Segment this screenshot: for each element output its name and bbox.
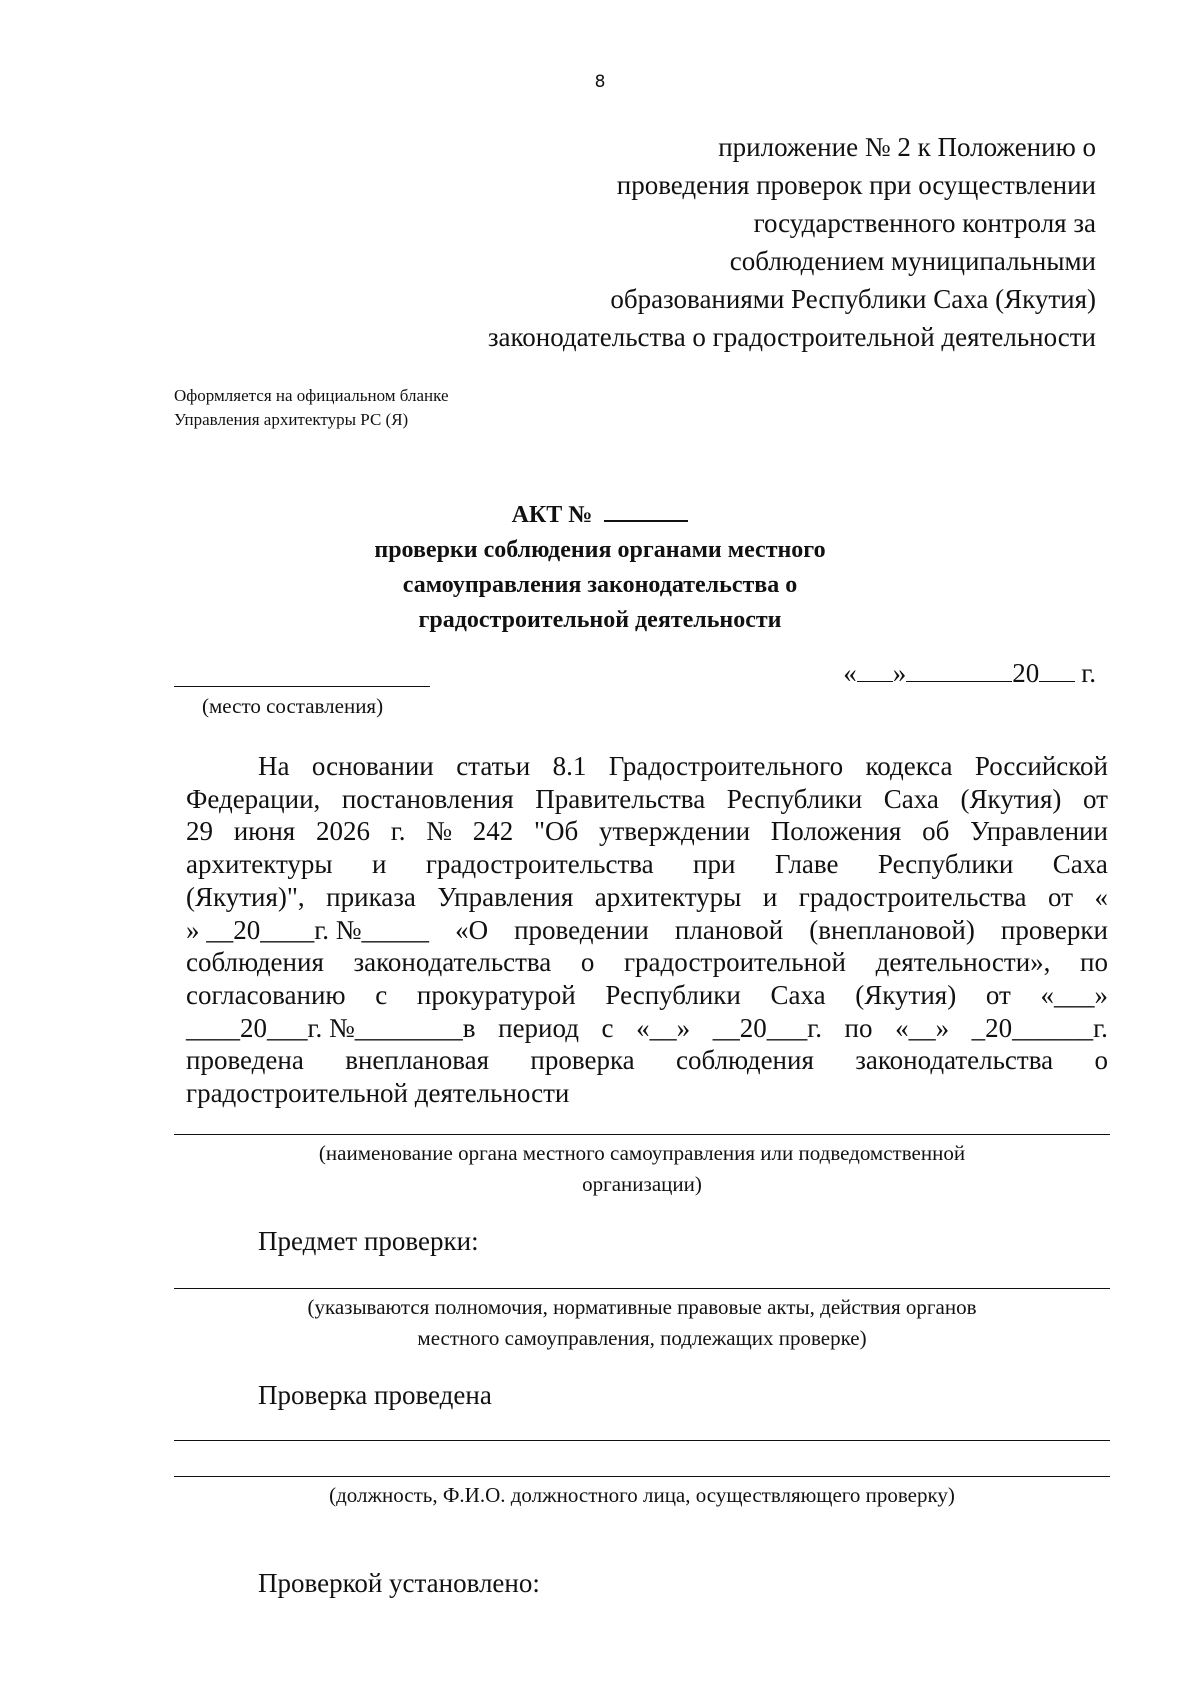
paragraph-word: архитектуры bbox=[186, 849, 333, 880]
paragraph-word: деятельности», bbox=[875, 947, 1051, 978]
date-open-quote: « bbox=[843, 658, 857, 688]
act-number-blank[interactable] bbox=[604, 498, 688, 522]
subject-caption-line: местного самоуправления, подлежащих проверке) bbox=[417, 1326, 867, 1350]
act-title-line: градостроительной деятельности bbox=[418, 607, 782, 633]
page-number: 8 bbox=[594, 72, 606, 92]
paragraph-word: Градостроительного bbox=[608, 751, 844, 781]
paragraph-word: по bbox=[1080, 947, 1108, 978]
paragraph-word: с bbox=[601, 1012, 614, 1043]
paragraph-word: Саха bbox=[883, 783, 939, 814]
paragraph-word: при bbox=[693, 849, 736, 880]
conducted-line-2[interactable] bbox=[174, 1476, 1110, 1477]
place-blank-line[interactable] bbox=[174, 686, 430, 687]
paragraph-word: Саха bbox=[770, 979, 826, 1010]
paragraph-word: от bbox=[985, 979, 1011, 1010]
paragraph-word: На bbox=[258, 751, 290, 781]
paragraph-line bbox=[186, 815, 1108, 848]
paragraph-word: Положения bbox=[770, 816, 902, 847]
paragraph-line bbox=[186, 1077, 1108, 1110]
conducted-label: Проверка проведена bbox=[258, 1380, 492, 1410]
paragraph-word: приказа bbox=[326, 881, 416, 912]
paragraph-word: (внеплановой) bbox=[809, 914, 975, 945]
paragraph-line bbox=[186, 946, 1108, 979]
organ-name-line[interactable] bbox=[174, 1134, 1110, 1135]
month-blank[interactable] bbox=[906, 661, 1012, 682]
paragraph-word: архитектуры bbox=[594, 881, 742, 912]
paragraph-word: с bbox=[375, 979, 388, 1010]
organ-caption-line: организации) bbox=[582, 1172, 702, 1196]
paragraph-word: 242 bbox=[472, 816, 514, 847]
paragraph-word: Саха bbox=[1052, 849, 1108, 880]
paragraph-word: Российской bbox=[974, 751, 1108, 781]
established-label: Проверкой установлено: bbox=[258, 1568, 540, 1598]
paragraph-word: утверждении bbox=[598, 816, 751, 847]
paragraph-word: законодательства bbox=[353, 947, 552, 978]
paragraph-word: градостроительной bbox=[623, 947, 846, 978]
subject-caption-line: (указываются полномочия, нормативные правовые акты, действия органов bbox=[307, 1295, 977, 1319]
main-paragraph bbox=[186, 750, 1108, 1110]
paragraph-word: проведена bbox=[186, 1045, 304, 1076]
paragraph-word: постановления bbox=[341, 783, 514, 814]
paragraph-word: «О bbox=[455, 914, 489, 945]
paragraph-word: Республики bbox=[877, 849, 1014, 880]
paragraph-word: плановой bbox=[674, 914, 784, 945]
day-blank[interactable] bbox=[857, 661, 893, 682]
paragraph-word: июня bbox=[233, 816, 296, 847]
paragraph-word: (Якутия)", bbox=[186, 881, 305, 912]
paragraph-word: о bbox=[1094, 1045, 1108, 1076]
act-title-line: проверки соблюдения органами местного bbox=[374, 537, 826, 563]
paragraph-word: основании bbox=[311, 751, 434, 781]
paragraph-word: 8.1 bbox=[552, 751, 587, 781]
paragraph-word: градостроительства bbox=[425, 849, 654, 880]
organ-caption bbox=[174, 1138, 1110, 1200]
paragraph-line bbox=[186, 783, 1108, 816]
paragraph-word: согласованию bbox=[186, 979, 346, 1010]
blank-note-line: Оформляется на официальном бланке bbox=[174, 386, 449, 405]
paragraph-word: законодательства bbox=[855, 1045, 1054, 1076]
paragraph-word: проведении bbox=[514, 914, 649, 945]
paragraph-line bbox=[186, 914, 1108, 947]
blank-note bbox=[174, 384, 449, 432]
paragraph-word: "Об bbox=[533, 816, 579, 847]
paragraph-word: прокуратурой bbox=[416, 979, 576, 1010]
paragraph-word: от bbox=[1048, 881, 1073, 912]
appendix-line: проведения проверок при осуществлении bbox=[616, 170, 1096, 200]
paragraph-word: Главе bbox=[774, 849, 839, 880]
paragraph-line bbox=[186, 1012, 1108, 1045]
paragraph-word: градостроительства bbox=[798, 881, 1027, 912]
paragraph-line bbox=[186, 979, 1108, 1012]
appendix-line: соблюдением муниципальными bbox=[729, 246, 1096, 276]
act-number-line bbox=[0, 498, 1200, 533]
paragraph-word: г. bbox=[390, 816, 406, 847]
paragraph-word: _20______г. bbox=[971, 1012, 1108, 1043]
paragraph-word: проверка bbox=[530, 1045, 635, 1076]
paragraph-word: № bbox=[426, 816, 452, 847]
paragraph-word: ____20___г. №________в bbox=[186, 1012, 476, 1043]
conducted-line-1[interactable] bbox=[174, 1440, 1110, 1441]
paragraph-line bbox=[186, 1044, 1108, 1077]
subject-caption bbox=[174, 1292, 1110, 1354]
year-blank[interactable] bbox=[1039, 661, 1075, 682]
act-number-label: АКТ № bbox=[511, 502, 593, 528]
paragraph-word: и bbox=[762, 881, 778, 912]
organ-caption-line: (наименование органа местного самоуправления или подведомственной bbox=[318, 1141, 966, 1165]
paragraph-word: Республики bbox=[726, 783, 863, 814]
paragraph-word: по bbox=[844, 1012, 873, 1043]
blank-note-line: Управления архитектуры РС (Я) bbox=[174, 410, 409, 429]
subject-label: Предмет проверки: bbox=[258, 1226, 479, 1256]
appendix-line: законодательства о градостроительной деятельности bbox=[487, 322, 1096, 352]
paragraph-word: градостроительной деятельности bbox=[186, 1078, 570, 1109]
paragraph-word: « bbox=[1094, 881, 1108, 912]
paragraph-word: кодекса bbox=[865, 751, 953, 781]
paragraph-word: соблюдения bbox=[676, 1045, 814, 1076]
paragraph-word: 29 bbox=[186, 816, 213, 847]
paragraph-word: о bbox=[580, 947, 595, 978]
paragraph-word: об bbox=[922, 816, 950, 847]
appendix-line: государственного контроля за bbox=[753, 208, 1096, 238]
paragraph-word: «__» bbox=[895, 1012, 950, 1043]
paragraph-word: Правительства bbox=[535, 783, 706, 814]
paragraph-word: Управлении bbox=[970, 816, 1108, 847]
paragraph-word: соблюдения bbox=[186, 947, 324, 978]
paragraph-word: » __20____г. №_____ bbox=[186, 914, 430, 945]
paragraph-line bbox=[186, 881, 1108, 914]
date-field bbox=[843, 658, 1096, 689]
paragraph-word: проверки bbox=[1000, 914, 1108, 945]
paragraph-word: (Якутия) bbox=[960, 783, 1062, 814]
act-title bbox=[0, 498, 1200, 638]
paragraph-word: период bbox=[498, 1012, 579, 1043]
official-caption: (должность, Ф.И.О. должностного лица, осуществляющего проверку) bbox=[329, 1483, 955, 1507]
date-century: 20 bbox=[1012, 658, 1040, 688]
paragraph-word: статьи bbox=[456, 751, 531, 781]
date-year-suffix: г. bbox=[1081, 658, 1096, 688]
paragraph-word: внеплановая bbox=[345, 1045, 490, 1076]
subject-line[interactable] bbox=[174, 1288, 1110, 1289]
paragraph-word: __20___г. bbox=[712, 1012, 822, 1043]
appendix-heading bbox=[336, 128, 1096, 356]
paragraph-line bbox=[186, 848, 1108, 881]
paragraph-word: Федерации, bbox=[186, 783, 321, 814]
paragraph-line bbox=[186, 750, 1108, 783]
paragraph-word: «___» bbox=[1040, 979, 1108, 1010]
act-title-line: самоуправления законодательства о bbox=[402, 572, 798, 598]
paragraph-word: «__» bbox=[636, 1012, 691, 1043]
paragraph-word: (Якутия) bbox=[855, 979, 957, 1010]
date-close-quote: » bbox=[892, 658, 907, 688]
paragraph-word: и bbox=[371, 849, 387, 880]
place-label: (место составления) bbox=[202, 694, 384, 718]
paragraph-word: Управления bbox=[437, 881, 574, 912]
paragraph-word: от bbox=[1082, 783, 1108, 814]
appendix-line: приложение № 2 к Положению о bbox=[718, 132, 1096, 162]
paragraph-word: 2026 bbox=[315, 816, 370, 847]
paragraph-word: Республики bbox=[605, 979, 741, 1010]
appendix-line: образованиями Республики Саха (Якутия) bbox=[610, 284, 1096, 314]
